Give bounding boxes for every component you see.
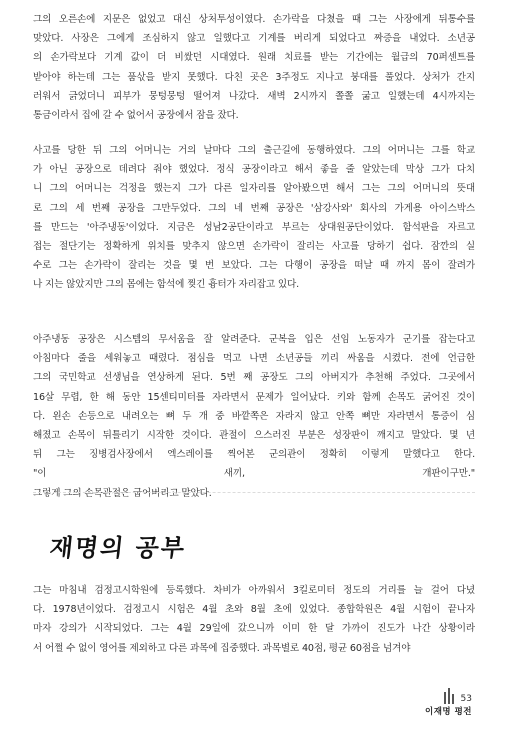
text-line: 통금이라서 집에 갈 수 없어서 공장에서 잠을 잤다. — [33, 110, 239, 122]
paragraph-1-text — [33, 10, 475, 125]
text-line: 를 만드는 '아주냉동'이었다. 지금은 성남2공단이라고 부르는 상대원공단이었다. 함석판을 자르고 — [33, 221, 475, 233]
section-title: 재명의 공부 — [48, 533, 188, 562]
text-line: 맞았다. 사장은 그에게 조심하지 않고 일했다고 기계를 버리게 되었다고 짜증을 내었다. 소년공 — [33, 33, 475, 45]
text-line: 받아야 하는데 그는 품삯을 받지 못했다. 다친 곳은 3주정도 지나고 붕대를 풀었다. 상처가 간지 — [33, 71, 475, 83]
text-line: 뒤 그는 징병검사장에서 엑스레이를 찍어본 군의관이 정확히 이렇게 말했다고 한다. — [33, 449, 475, 461]
text-line: 그렇게 그의 손목관절은 굽어버리고 말았다. — [33, 487, 212, 499]
text-line: 러워서 긁었더니 피부가 뭉텅뭉텅 떨어져 나갔다. 새벽 2시까지 쫄쫄 굶고 일했는데 4시까지는 — [33, 90, 475, 102]
paragraph-1 — [33, 10, 475, 125]
footer-top — [443, 688, 472, 704]
page-footer — [425, 688, 472, 717]
text-line: 사고를 당한 뒤 그의 어머니는 거의 날마다 그의 출근길에 동행하였다. 그의 어머니는 그를 학교 — [33, 145, 475, 156]
text-line: 수로 그는 손가락이 잘리는 것을 몇 번 보았다. 그는 다행이 공장을 떠날 때 까지 몸이 잘려가 — [33, 260, 475, 272]
text-line: 나 지는 않았지만 그의 몸에는 함석에 찢긴 흉터가 자리잡고 있다. — [33, 279, 300, 291]
text-line: 가 아닌 공장으로 데려다 줘야 했었다. 정식 공장이라고 해서 좋을 줄 알았는데 막상 그가 다치 — [33, 164, 475, 176]
text-line: 16살 무렵, 한 해 동안 15센티미터를 자라면서 문제가 일어났다. 키와 함께 손목도 굵어진 것이 — [33, 391, 475, 403]
paragraph-2-text — [33, 141, 475, 295]
page-number: 53 — [460, 694, 472, 704]
paragraph-4-text — [33, 581, 475, 658]
paragraph-2 — [33, 141, 475, 295]
text-line: 니 그의 어머니는 걱정을 했는지 그가 다른 일자리를 알아봤으면 해서 그는 그의 어머니의 뜻대 — [33, 183, 475, 195]
paragraph-3-text — [33, 330, 475, 503]
text-line: 서 어쩔 수 없이 영어를 제외하고 다른 과목에 집중했다. 과목별로 40점, 평균 60점을 넘겨야 — [33, 642, 411, 654]
section-divider — [33, 492, 475, 493]
text-line: 아침마다 줄을 세워놓고 때렸다. 점심을 먹고 나면 소년공들 끼리 싸움을 시켰다. 전에 언급한 — [33, 353, 475, 365]
paragraph-3 — [33, 330, 475, 503]
text-line: 아주냉동 공장은 시스템의 무서움을 잘 알려준다. 군복을 입은 선임 노동자가 군기를 잡는다고 — [33, 334, 475, 345]
book-logo-icon — [443, 688, 457, 704]
text-line: 접는 절단기는 정확하게 위치를 맞추지 않으면 손가락이 잘리는 사고를 당하기 쉽다. 잠깐의 실 — [33, 241, 475, 253]
text-line: 로 그의 세 번째 공장을 그만두었다. 그의 네 번째 공장은 '삼강사와' 회사의 가게용 아이스박스 — [33, 202, 475, 214]
text-line: 그는 마침내 검정고시학원에 등록했다. 차비가 아까워서 3킬로미터 정도의 거리를 늘 걸어 다녔 — [33, 585, 475, 596]
text-line: "이 새끼, 개판이구만." — [33, 468, 475, 480]
text-line: 그의 국민학교 선생님을 연상하게 된다. 5번 째 공장도 그의 아버지가 추천해 주었다. 그곳에서 — [33, 372, 475, 384]
text-line: 의 손가락보다 기계 값이 더 비쌌던 시대였다. 원래 치료를 받는 기간에는 월급의 70퍼센트를 — [33, 52, 475, 64]
text-line: 해졌고 손목이 뒤틀리기 시작한 것이다. 관절이 으스러진 부분은 성장판이 깨지고 말았다. 몇 년 — [33, 430, 475, 442]
text-line: 다. 왼손 손등으로 내려오는 뼈 두 개 중 바깥쪽은 자라지 않고 안쪽 뼈만 자라면서 통증이 심 — [33, 410, 475, 422]
text-line: 그의 오른손에 지문은 없었고 대신 상처투성이였다. 손가락을 다쳤을 때 그는 사장에게 뒤통수를 — [33, 14, 475, 25]
text-line: 마자 강의가 시작되었다. 그는 4월 29일에 갔으니까 이미 한 달 가까이 진도가 나간 상황이라 — [33, 623, 475, 635]
book-title-caption: 이재명 평전 — [424, 707, 472, 717]
text-line: 다. 1978년이었다. 검정고시 시험은 4월 초와 8월 초에 있었다. 종합학원은 4월 시험이 끝나자 — [33, 604, 475, 616]
paragraph-4 — [33, 581, 475, 658]
